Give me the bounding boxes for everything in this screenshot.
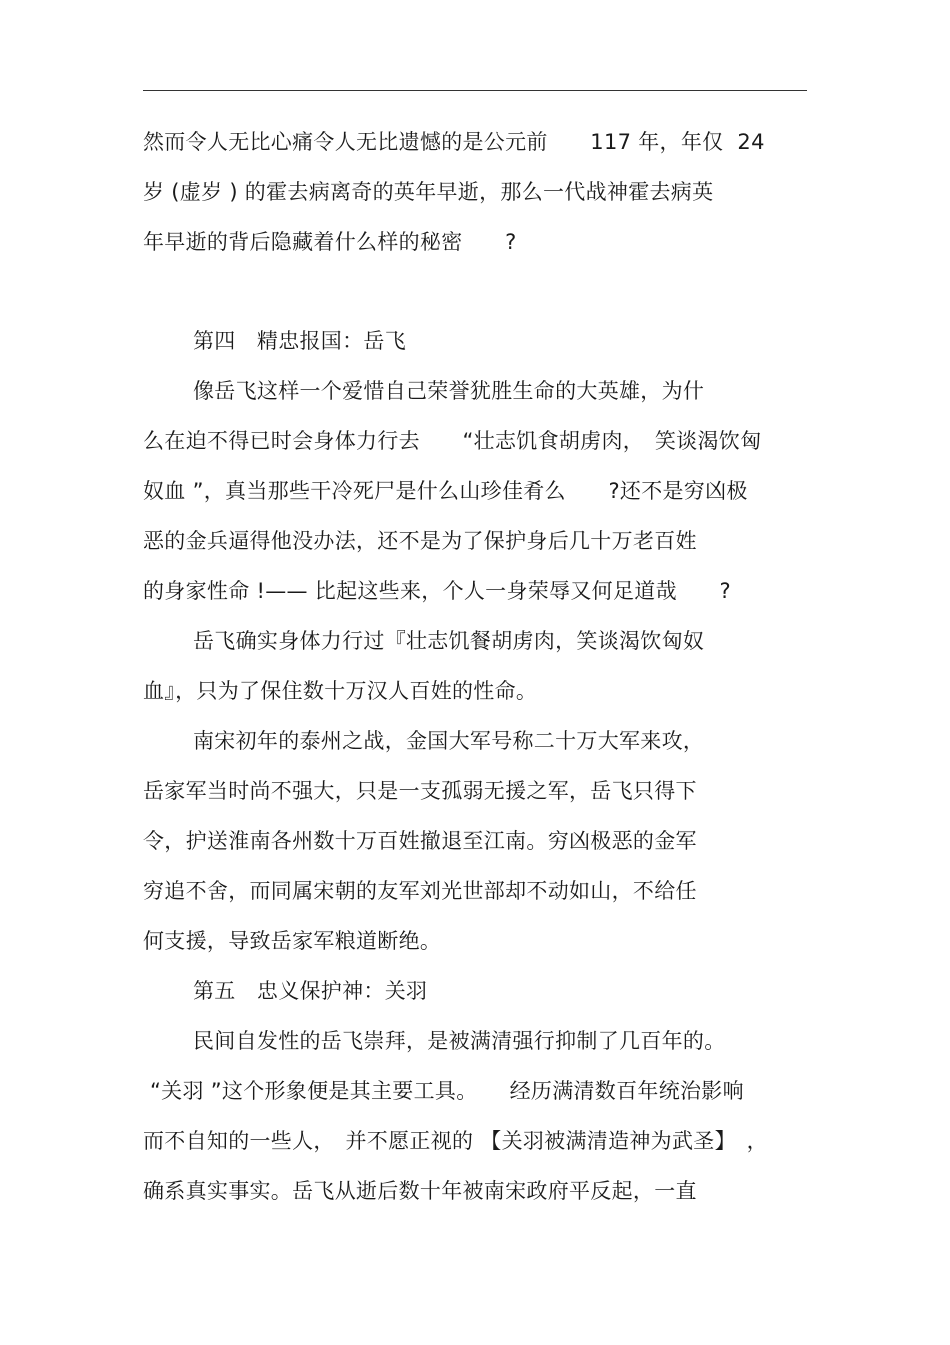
text-line: 岳家军当时尚不强大，只是一支孤弱无援之军，岳飞只得下 <box>143 779 697 803</box>
text-line: 令，护送淮南各州数十万百姓撤退至江南。穷凶极恶的金军 <box>143 829 697 853</box>
text-line: 而不自知的一些人， 并不愿正视的 【关羽被满清造神为武圣】 ， <box>143 1129 768 1153</box>
text-line: 的身家性命 !—— 比起这些来，个人一身荣辱又何足道哉 ? <box>143 579 731 603</box>
text-line: 恶的金兵逼得他没办法，还不是为了保护身后几十万老百姓 <box>143 529 697 553</box>
section-heading: 第四 精忠报国：岳飞 <box>193 329 406 353</box>
text-line: 确系真实事实。岳飞从逝后数十年被南宋政府平反起，一直 <box>143 1179 697 1203</box>
text-line: 民间自发性的岳飞崇拜，是被满清强行抑制了几百年的。 <box>193 1029 726 1053</box>
text-line: 年早逝的背后隐藏着什么样的秘密 ? <box>143 230 517 254</box>
text-line: 像岳飞这样一个爱惜自己荣誉犹胜生命的大英雄，为什 <box>193 379 705 403</box>
text-line: 岁 (虚岁 ) 的霍去病离奇的英年早逝，那么一代战神霍去病英 <box>143 180 714 204</box>
text-line: 血』，只为了保住数十万汉人百姓的性命。 <box>143 679 538 703</box>
text-line: 穷追不舍，而同属宋朝的友军刘光世部却不动如山，不给任 <box>143 879 697 903</box>
section-heading: 第五 忠义保护神：关羽 <box>193 979 428 1003</box>
text-line: 奴血 ”，真当那些干冷死尸是什么山珍佳肴么 ?还不是穷凶极 <box>143 479 748 503</box>
text-line: 么在迫不得已时会身体力行去 “壮志饥食胡虏肉， 笑谈渴饮匈 <box>143 429 762 453</box>
text-line: 何支援，导致岳家军粮道断绝。 <box>143 929 442 953</box>
text-line: 岳飞确实身体力行过『壮志饥餐胡虏肉，笑谈渴饮匈奴 <box>193 629 705 653</box>
text-line: 然而令人无比心痛令人无比遗憾的是公元前 117 年，年仅 24 <box>143 130 765 154</box>
text-line: “关羽 ”这个形象便是其主要工具。 经历满清数百年统治影响 <box>143 1079 744 1103</box>
header-rule <box>143 90 807 91</box>
text-line: 南宋初年的泰州之战，金国大军号称二十万大军来攻， <box>193 729 705 753</box>
